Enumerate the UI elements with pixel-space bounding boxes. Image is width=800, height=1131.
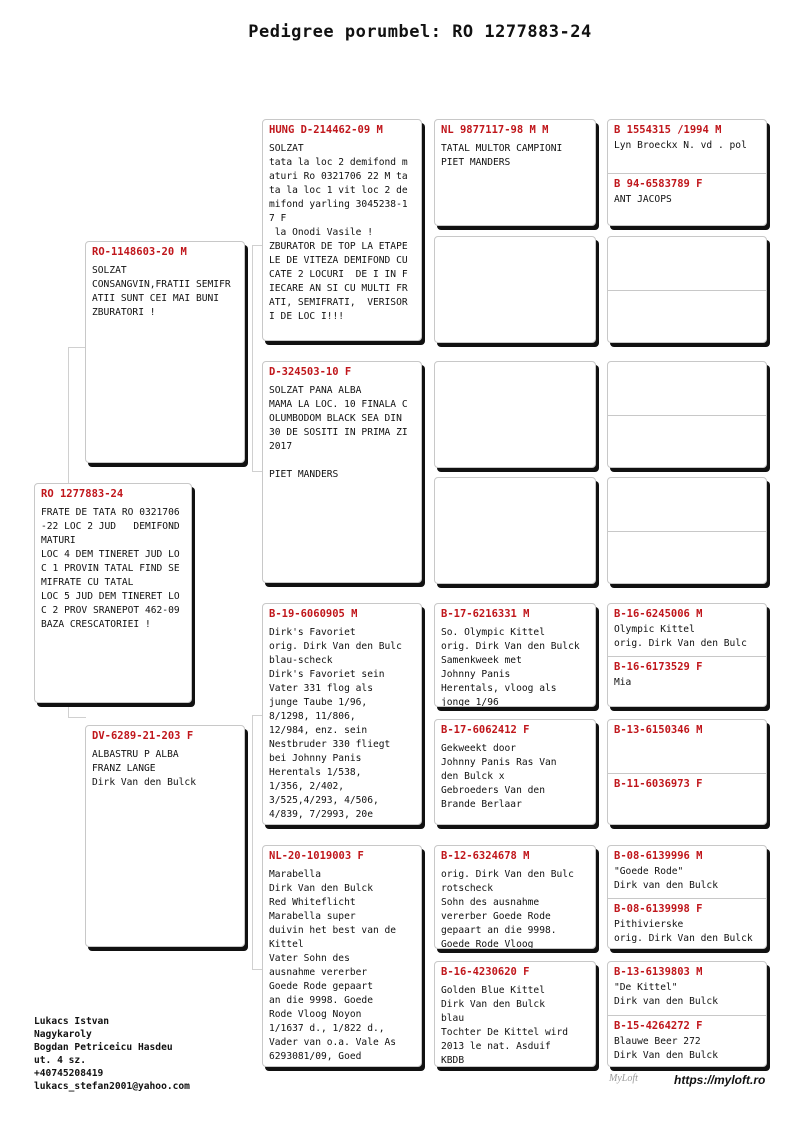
connector-line	[252, 471, 262, 472]
card-notes: SOLZAT CONSANGVIN,FRATII SEMIFR ATII SUNT CEI MAI BUNI ZBURATORI !	[92, 265, 231, 318]
dam-card	[85, 725, 245, 947]
ancestor-pair-card	[607, 719, 767, 825]
ring-number: B-08-6139998 F	[614, 903, 703, 915]
grandparent-card	[262, 361, 422, 583]
ring-number: D-324503-10 F	[269, 366, 352, 378]
connector-line	[252, 715, 262, 716]
connector-line	[68, 717, 86, 718]
myloft-logo: MyLoft	[609, 1073, 638, 1084]
ring-number: B-19-6060905 M	[269, 608, 358, 620]
card-notes: "De Kittel" Dirk van den Bulck	[614, 982, 718, 1007]
card-notes: Mia	[614, 677, 632, 688]
ring-number: RO 1277883-24	[41, 488, 124, 500]
card-notes: Blauwe Beer 272 Dirk Van den Bulck	[614, 1036, 718, 1061]
card-notes: Lyn Broeckx N. vd . pol	[614, 140, 747, 151]
connector-line	[252, 245, 253, 471]
great-grandparent-card	[434, 119, 596, 226]
card-notes: ANT JACOPS	[614, 194, 672, 205]
ring-number: B-16-6245006 M	[614, 608, 703, 620]
card-notes: orig. Dirk Van den Bulc rotscheck Sohn des ausnahme vererber Goede Rode gepaart an die 9998. Goede Rode Vloog	[441, 869, 574, 949]
card-notes: SOLZAT tata la loc 2 demifond m aturi Ro 0321706 22 M ta ta la loc 1 vit loc 2 de mifond yarling 3045238-1 7 F la Onodi Vasile ! ZBURATOR DE TOP LA ETAPE LE DE VITEZA DEMIFOND CU CATE 2 LOCURI DE I IN F IECARE AN SI CU MULTI FR ATI, SEMIFRATI, VERISOR I DE LOC I!!!	[269, 143, 408, 322]
ancestor-pair-card	[607, 477, 767, 584]
connector-line	[252, 969, 262, 970]
ring-number: DV-6289-21-203 F	[92, 730, 194, 742]
card-notes: SOLZAT PANA ALBA MAMA LA LOC. 10 FINALA C OLUMBODOM BLACK SEA DIN 30 DE SOSITI IN PRIMA ZI 2017 PIET MANDERS	[269, 385, 408, 480]
great-grandparent-card	[434, 845, 596, 949]
ring-number: B-17-6062412 F	[441, 724, 530, 736]
subject-card	[34, 483, 192, 703]
ancestor-pair-card	[607, 603, 767, 707]
ring-number: B-15-4264272 F	[614, 1020, 703, 1032]
ring-number: B-11-6036973 F	[614, 778, 703, 790]
ring-number: B-08-6139996 M	[614, 850, 703, 862]
card-notes: "Goede Rode" Dirk van den Bulck	[614, 866, 718, 891]
great-grandparent-card	[434, 603, 596, 707]
ring-number: B-16-4230620 F	[441, 966, 530, 978]
sire-card	[85, 241, 245, 463]
card-notes: Marabella Dirk Van den Bulck Red Whiteflicht Marabella super duivin het best van de Kittel Vater Sohn des ausnahme vererber Goede Rode gepaart an die 9998. Goede Rode Vloog Noyon 1/1637 d., 1/822 d., Vader van o.a. Vale As 6293081/09, Goed	[269, 869, 397, 1062]
ring-number: B 1554315 /1994 M	[614, 124, 722, 136]
ring-number: B-13-6139803 M	[614, 966, 703, 978]
great-grandparent-card	[434, 236, 596, 343]
connector-line	[252, 245, 262, 246]
ring-number: NL-20-1019003 F	[269, 850, 364, 862]
ring-number: B-16-6173529 F	[614, 661, 703, 673]
great-grandparent-card	[434, 361, 596, 468]
card-notes: Pithivierske orig. Dirk Van den Bulck	[614, 919, 753, 944]
ancestor-pair-card	[607, 845, 767, 949]
page-title: Pedigree porumbel: RO 1277883-24	[248, 22, 592, 42]
card-notes	[435, 366, 595, 372]
card-notes: ALBASTRU P ALBA FRANZ LANGE Dirk Van den Bulck	[92, 749, 196, 788]
card-notes	[435, 482, 595, 488]
card-notes: FRATE DE TATA RO 0321706 -22 LOC 2 JUD DEMIFOND MATURI LOC 4 DEM TINERET JUD LO C 1 PROVIN TATAL FIND SE MIFRATE CU TATAL LOC 5 JUD DEM TINERET LO C 2 PROV SRANEPOT 462-09 BAZA CRESCATORIEI !	[41, 507, 180, 630]
card-notes	[435, 241, 595, 247]
card-notes: TATAL MULTOR CAMPIONI PIET MANDERS	[441, 143, 563, 168]
great-grandparent-card	[434, 477, 596, 584]
ring-number: B-12-6324678 M	[441, 850, 530, 862]
card-notes: Gekweekt door Johnny Panis Ras Van den Bulck x Gebroeders Van den Brande Berlaar	[441, 743, 557, 810]
ring-number: B-13-6150346 M	[614, 724, 703, 736]
website-link[interactable]: https://myloft.ro	[674, 1073, 766, 1087]
grandparent-card	[262, 603, 422, 825]
connector-line	[68, 347, 86, 348]
card-notes: Dirk's Favoriet orig. Dirk Van den Bulc blau-scheck Dirk's Favoriet sein Vater 331 flog als junge Taube 1/96, 8/1298, 11/806, 12/984, enz. sein Nestbruder 330 fliegt bei Johnny Panis Herentals 1/538, 1/356, 2/402, 3/525,4/293, 4/506, 4/839, 7/2993, 20e	[269, 627, 402, 820]
card-notes: Olympic Kittel orig. Dirk Van den Bulc	[614, 624, 747, 649]
ancestor-pair-card	[607, 961, 767, 1067]
ancestor-pair-card	[607, 236, 767, 343]
grandparent-card	[262, 845, 422, 1067]
card-notes: So. Olympic Kittel orig. Dirk Van den Bulck Samenkweek met Johnny Panis Herentals, vloog als jonge 1/96	[441, 627, 580, 707]
grandparent-card	[262, 119, 422, 341]
ancestor-pair-card	[607, 361, 767, 468]
card-notes	[608, 736, 766, 739]
connector-line	[252, 715, 253, 969]
ring-number: HUNG D-214462-09 M	[269, 124, 383, 136]
breeder-contact: Lukacs Istvan Nagykaroly Bogdan Petriceicu Hasdeu ut. 4 sz. +40745208419 lukacs_stefan2001@yahoo.com	[34, 1016, 190, 1092]
ring-number: NL 9877117-98 M M	[441, 124, 549, 136]
card-notes: Golden Blue Kittel Dirk Van den Bulck blau Tochter De Kittel wird 2013 le nat. Asduif KBDB	[441, 985, 569, 1066]
ring-number: B-17-6216331 M	[441, 608, 530, 620]
great-grandparent-card	[434, 961, 596, 1067]
ring-number: B 94-6583789 F	[614, 178, 703, 190]
great-grandparent-card	[434, 719, 596, 825]
ancestor-pair-card	[607, 119, 767, 226]
ring-number: RO-1148603-20 M	[92, 246, 187, 258]
card-notes	[608, 790, 766, 793]
